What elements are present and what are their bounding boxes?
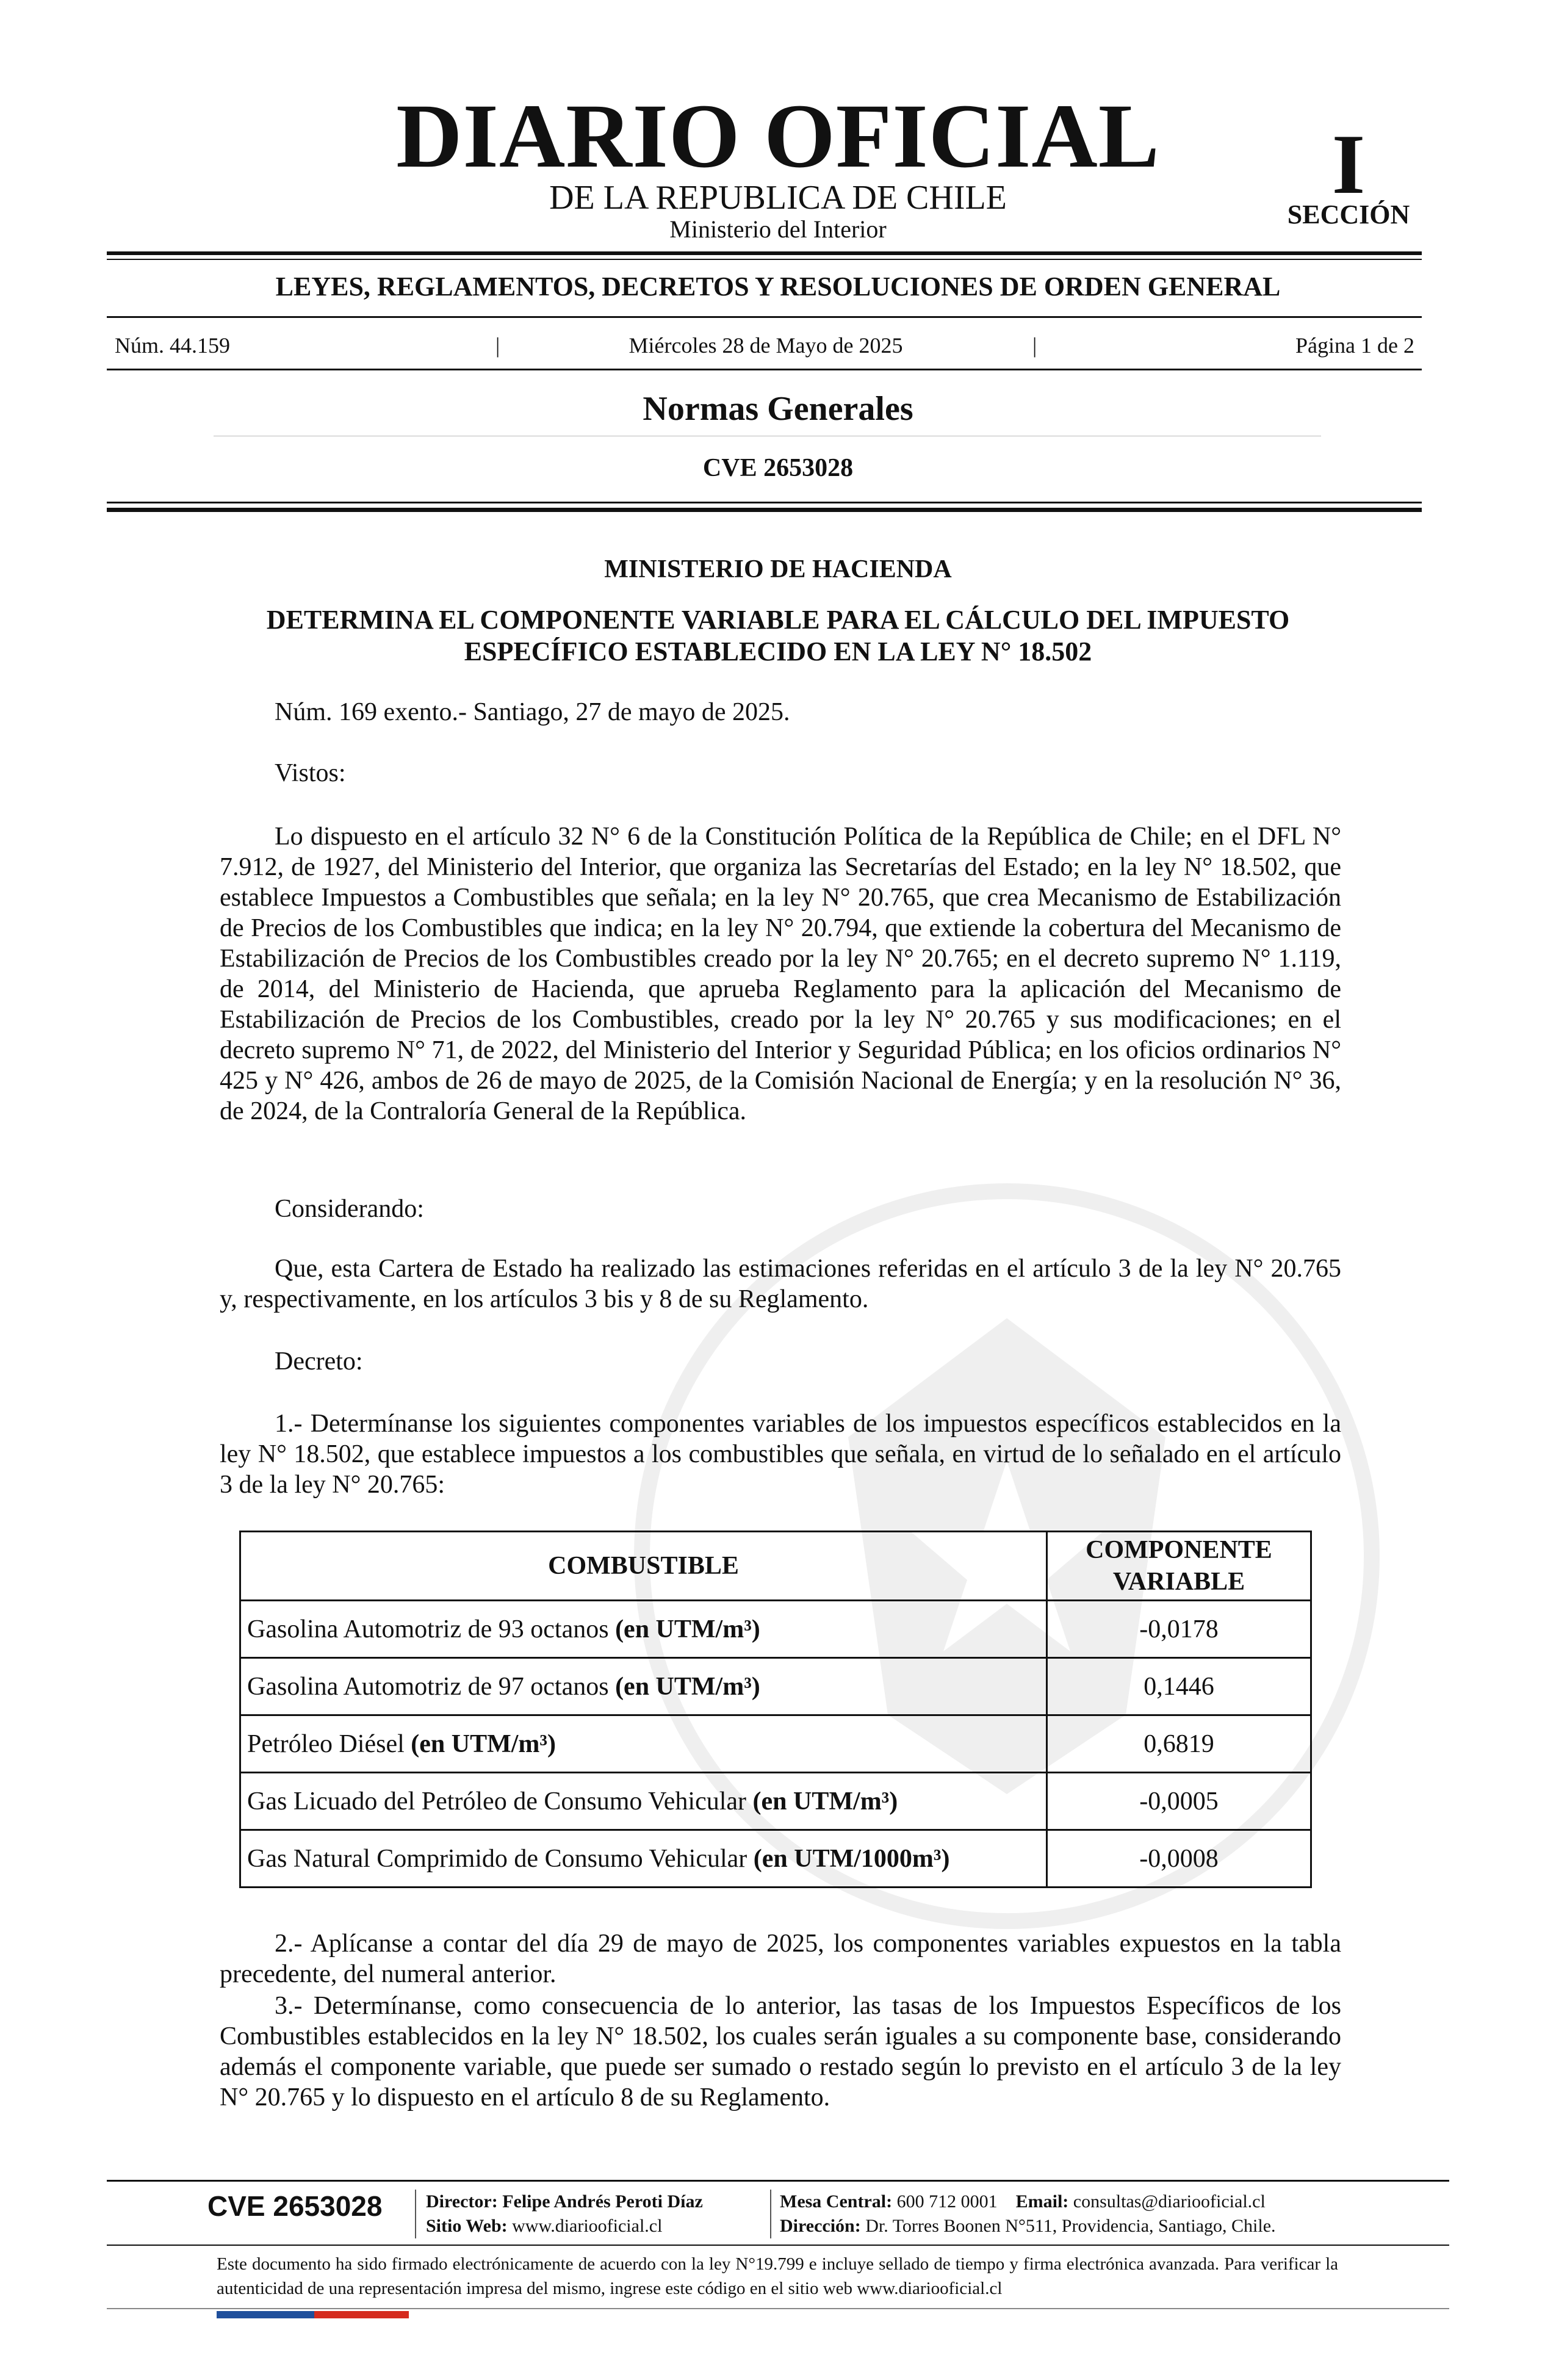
- document-ministry: MINISTERIO DE HACIENDA: [604, 555, 952, 583]
- component-value: -0,0005: [1047, 1773, 1311, 1830]
- decreto-label: Decreto:: [275, 1347, 363, 1376]
- masthead-subtitle: DE LA REPUBLICA DE CHILE: [549, 179, 1007, 217]
- cve-code: CVE 2653028: [702, 454, 854, 482]
- flag-stripe-red: [314, 2311, 409, 2318]
- footer-rule-bottom: [107, 2308, 1449, 2309]
- footer-director-block: Director: Felipe Andrés Peroti Díaz Sitio Web: www.diariooficial.cl: [426, 2191, 703, 2236]
- vistos-paragraph: Lo dispuesto en el artículo 32 N° 6 de la Constitución Política de la República de Chile; en el DFL N° 7.912, de 1927, del Ministerio del Interior, que organiza las Secretarías del Estado; en la ley N° 18.502, que establece Impuestos a Combustibles que señala; en la ley N° 20.765, que crea Mecanismo de Estabilización de Precios de los Combustibles que indica; en la ley N° 20.794, que extiende la cobertura del Mecanismo de Estabilización de Precios de los Combustibles creado por la ley N° 20.765; en el decreto supremo N° 1.119, de 2014, del Ministerio de Hacienda, que aprueba Reglamento para la aplicación del Mecanismo de Estabilización de Precios de los Combustibles, creado por la ley N° 20.765 y sus modificaciones; en el decreto supremo N° 71, de 2022, del Ministerio del Interior y Seguridad Pública; en los oficios ordinarios N° 425 y N° 426, ambos de 26 de mayo de 2025, de la Comisión Nacional de Energía; y en la resolución N° 36, de 2024, de la Contraloría General de la República.: [220, 823, 1341, 1125]
- decree-number-line: Núm. 169 exento.- Santiago, 27 de mayo de 2025.: [275, 698, 790, 726]
- masthead-rule-thin: [107, 259, 1422, 260]
- table-row: [240, 1830, 1311, 1888]
- fuel-cell: Gasolina Automotriz de 93 octanos (en UTM/m³): [240, 1601, 1047, 1658]
- footer-contact-block: Mesa Central: 600 712 0001 Email: consultas@diariooficial.cl Dirección: Dr. Torres Boonen N°511, Providencia, Santiago, Chile.: [780, 2191, 1276, 2236]
- issue-date: Miércoles 28 de Mayo de 2025: [629, 333, 903, 358]
- table-row: [240, 1773, 1311, 1830]
- normas-heading: Normas Generales: [643, 390, 913, 428]
- table-header-row: [240, 1532, 1311, 1601]
- decree-point-2: 2.- Aplícanse a contar del día 29 de mayo de 2025, los componentes variables expuestos en la tabla precedente, del numeral anterior.: [220, 1930, 1341, 1988]
- footer-signature-note: Este documento ha sido firmado electrónicamente de acuerdo con la ley N°19.799 e incluye sellado de tiempo y firma electrónica avanzada. Para verificar la autenticidad de una representación impresa del mismo, ingrese este código en el sitio web www.diariooficial.cl: [217, 2254, 1338, 2298]
- masthead-title: DIARIO OFICIAL: [396, 85, 1160, 187]
- footer-email-link[interactable]: consultas@diariooficial.cl: [1073, 2191, 1266, 2212]
- meta-rule-top: [107, 316, 1422, 318]
- decree-point-1: 1.- Determínanse los siguientes componentes variables de los impuestos específicos establecidos en la ley N° 18.502, que establece impuestos a los combustibles que señala, en virtud de lo señalado en el artículo 3 de la ley N° 20.765:: [220, 1410, 1341, 1499]
- section-label: SECCIÓN: [1287, 200, 1410, 229]
- component-value: -0,0178: [1047, 1601, 1311, 1658]
- fuel-cell: Gas Licuado del Petróleo de Consumo Vehicular (en UTM/m³): [240, 1773, 1047, 1830]
- fuel-cell: Gasolina Automotriz de 97 octanos (en UTM/m³): [240, 1658, 1047, 1715]
- component-value: -0,0008: [1047, 1830, 1311, 1888]
- section-heading: LEYES, REGLAMENTOS, DECRETOS Y RESOLUCIONES DE ORDEN GENERAL: [275, 272, 1281, 301]
- table-row: [240, 1658, 1311, 1715]
- considerando-label: Considerando:: [275, 1195, 424, 1223]
- fuel-component-table: [239, 1531, 1312, 1888]
- document-title: DETERMINA EL COMPONENTE VARIABLE PARA EL CÁLCULO DEL IMPUESTO ESPECÍFICO ESTABLECIDO EN LA LEY N° 18.502: [266, 605, 1290, 666]
- footer-divider: [770, 2190, 771, 2238]
- column-header-fuel: COMBUSTIBLE: [240, 1532, 1047, 1601]
- footer-rule-top: [107, 2180, 1449, 2182]
- header-rule-2: [107, 508, 1422, 512]
- meta-separator: |: [1032, 333, 1037, 358]
- column-header-component: COMPONENTE VARIABLE: [1047, 1532, 1311, 1601]
- page-indicator: Página 1 de 2: [1295, 333, 1414, 358]
- footer-website-link[interactable]: www.diariooficial.cl: [512, 2216, 663, 2236]
- masthead-ministry: Ministerio del Interior: [669, 215, 887, 243]
- issue-number: Núm. 44.159: [115, 333, 230, 358]
- footer-rule-middle: [107, 2245, 1449, 2246]
- table-row: [240, 1601, 1311, 1658]
- masthead-rule-thick: [107, 251, 1422, 255]
- header-rule-1: [107, 502, 1422, 503]
- footer-cve-code: CVE 2653028: [207, 2190, 383, 2222]
- fuel-cell: Gas Natural Comprimido de Consumo Vehicular (en UTM/1000m³): [240, 1830, 1047, 1888]
- meta-separator: |: [495, 333, 500, 358]
- section-number: I: [1331, 117, 1366, 212]
- component-value: 0,6819: [1047, 1715, 1311, 1773]
- component-value: 0,1446: [1047, 1658, 1311, 1715]
- decree-point-3: 3.- Determínanse, como consecuencia de lo anterior, las tasas de los Impuestos Específicos de los Combustibles establecidos en la ley N° 18.502, los cuales serán iguales a su componente base, considerando además el componente variable, que puede ser sumado o restado según lo previsto en el artículo 3 de la ley N° 20.765 y lo dispuesto en el artículo 8 de su Reglamento.: [220, 1992, 1341, 2111]
- meta-rule-bottom: [107, 369, 1422, 370]
- footer-divider: [415, 2190, 416, 2238]
- table-row: [240, 1715, 1311, 1773]
- vistos-label: Vistos:: [275, 759, 346, 787]
- flag-stripe-blue: [217, 2311, 314, 2318]
- considerando-paragraph: Que, esta Cartera de Estado ha realizado las estimaciones referidas en el artículo 3 de la ley N° 20.765 y, respectivamente, en los artículos 3 bis y 8 de su Reglamento.: [220, 1255, 1341, 1313]
- fuel-cell: Petróleo Diésel (en UTM/m³): [240, 1715, 1047, 1773]
